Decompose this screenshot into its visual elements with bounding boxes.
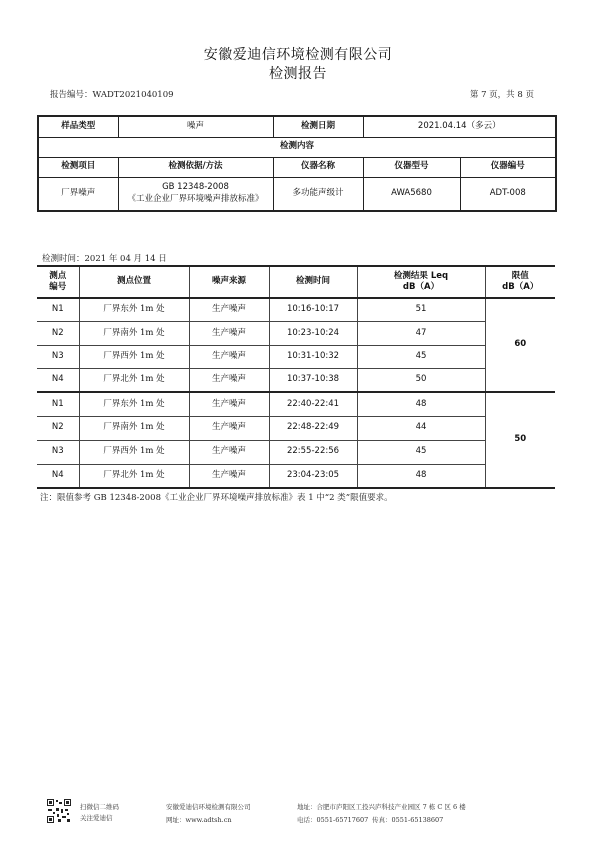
method-standard-code: GB 12348-2008: [162, 182, 229, 193]
results-table: [37, 265, 555, 489]
header-result: [357, 266, 485, 298]
company-name: 安徽爱迪信环境检测有限公司: [203, 47, 393, 63]
test-result: 51: [357, 298, 485, 322]
col-header-instrument-no: 仪器编号: [460, 157, 556, 177]
header-source: 噪声来源: [189, 266, 269, 298]
test-method: [118, 177, 273, 211]
test-date-label: 检测日期: [273, 116, 363, 137]
point-location: 厂界南外 1m 处: [79, 416, 189, 440]
header-point-no-line2: 编号: [49, 282, 67, 292]
sample-type-label: 样品类型: [38, 116, 118, 137]
test-result: 47: [357, 322, 485, 346]
point-location: 厂界南外 1m 处: [79, 322, 189, 346]
point-no: N1: [37, 392, 79, 416]
test-result: 48: [357, 392, 485, 416]
qr-code-icon: [47, 799, 71, 823]
page-info: 第 7 页，共 8 页: [469, 90, 534, 100]
report-title: 检测报告: [269, 66, 327, 82]
point-location: 厂界西外 1m 处: [79, 440, 189, 464]
test-time: 22:48-22:49: [269, 416, 357, 440]
header-location: 测点位置: [79, 266, 189, 298]
sample-type-value: 噪声: [118, 116, 273, 137]
table-row: [37, 369, 555, 393]
point-no: N3: [37, 345, 79, 369]
point-location: 厂界北外 1m 处: [79, 369, 189, 393]
footer-website: 网址：www.adtsh.cn: [166, 816, 232, 824]
header-point-no: [37, 266, 79, 298]
footer-address: 地址：合肥市庐阳区工投兴庐科技产业园区 7 栋 C 区 6 楼: [297, 803, 466, 811]
test-time: 10:31-10:32: [269, 345, 357, 369]
header-result-line1: 检测结果 Leq: [393, 270, 449, 281]
point-location: 厂界东外 1m 处: [79, 298, 189, 322]
header-limit-line2: dB（A）: [502, 282, 539, 292]
method-standard-name: 《工业企业厂界环境噪声排放标准》: [127, 193, 264, 204]
noise-source: 生产噪声: [189, 298, 269, 322]
point-no: N2: [37, 322, 79, 346]
col-header-method: 检测依据/方法: [118, 157, 273, 177]
test-time: 10:23-10:24: [269, 322, 357, 346]
table-row: [37, 416, 555, 440]
instrument-name: 多功能声级计: [273, 177, 363, 211]
col-header-instrument-model: 仪器型号: [363, 157, 460, 177]
table-row: [37, 440, 555, 464]
table-row: [37, 322, 555, 346]
qr-caption-1: 扫微信二维码: [80, 803, 119, 811]
test-result: 44: [357, 416, 485, 440]
test-time: 22:40-22:41: [269, 392, 357, 416]
test-content-label: 检测内容: [38, 137, 556, 157]
qr-caption-2: 关注爱迪信: [80, 814, 113, 822]
header-time: 检测时间: [269, 266, 357, 298]
test-time: 10:37-10:38: [269, 369, 357, 393]
header-result-line2: dB（A）: [402, 282, 440, 292]
test-result: 45: [357, 440, 485, 464]
col-header-item: 检测项目: [38, 157, 118, 177]
test-item: 厂界噪声: [38, 177, 118, 211]
point-no: N3: [37, 440, 79, 464]
noise-source: 生产噪声: [189, 440, 269, 464]
test-result: 45: [357, 345, 485, 369]
point-location: 厂界北外 1m 处: [79, 464, 189, 488]
test-result: 48: [357, 464, 485, 488]
table-row: [37, 392, 555, 416]
report-number: 报告编号：WADT2021040109: [50, 90, 174, 100]
col-header-instrument-name: 仪器名称: [273, 157, 363, 177]
info-table: [37, 115, 557, 212]
point-location: 厂界西外 1m 处: [79, 345, 189, 369]
table-row: [37, 464, 555, 488]
point-location: 厂界东外 1m 处: [79, 392, 189, 416]
header-limit: [485, 266, 555, 298]
noise-source: 生产噪声: [189, 345, 269, 369]
point-no: N4: [37, 369, 79, 393]
point-no: N4: [37, 464, 79, 488]
noise-source: 生产噪声: [189, 464, 269, 488]
table-row: [37, 345, 555, 369]
noise-source: 生产噪声: [189, 416, 269, 440]
test-time: 22:55-22:56: [269, 440, 357, 464]
noise-source: 生产噪声: [189, 322, 269, 346]
detection-time: 检测时间：2021 年 04 月 14 日: [42, 254, 167, 264]
footer-fax: 传真：0551-65138607: [372, 816, 444, 824]
point-no: N2: [37, 416, 79, 440]
instrument-number: ADT-008: [460, 177, 556, 211]
test-time: 10:16-10:17: [269, 298, 357, 322]
footer-phone: 电话：0551-65717607: [297, 816, 369, 824]
test-date-value: 2021.04.14（多云）: [363, 116, 556, 137]
table-row: [37, 298, 555, 322]
test-time: 23:04-23:05: [269, 464, 357, 488]
note: 注：限值参考 GB 12348-2008《工业企业厂界环境噪声排放标准》表 1 中“2 类”限值要求。: [40, 493, 393, 503]
test-result: 50: [357, 369, 485, 393]
instrument-model: AWA5680: [363, 177, 460, 211]
day-limit: 60: [485, 298, 555, 392]
night-limit: 50: [485, 392, 555, 488]
point-no: N1: [37, 298, 79, 322]
header-limit-line1: 限值: [511, 270, 529, 281]
noise-source: 生产噪声: [189, 369, 269, 393]
header-point-no-line1: 测点: [49, 270, 67, 281]
noise-source: 生产噪声: [189, 392, 269, 416]
footer-company: 安徽爱迪信环境检测有限公司: [166, 803, 251, 811]
